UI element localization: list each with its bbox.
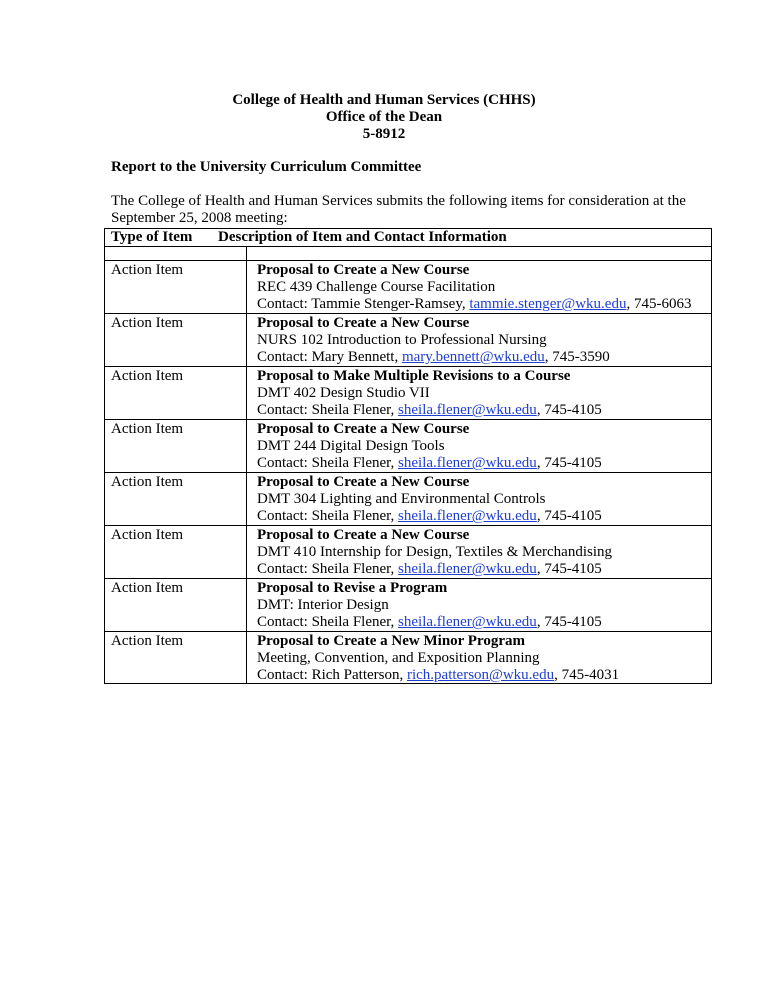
contact-name: Contact: Tammie Stenger-Ramsey, — [257, 296, 470, 312]
item-type: Action Item — [111, 421, 184, 437]
contact-name: Contact: Rich Patterson, — [257, 667, 407, 683]
item-description — [257, 315, 610, 366]
item-contact — [257, 508, 602, 525]
contact-phone: , 745-4105 — [536, 614, 602, 630]
contact-email-link[interactable]: tammie.stenger@wku.edu — [469, 296, 627, 312]
intro-paragraph: The College of Health and Human Services submits the following items for consideration at the September 25, 2008 meeting: — [111, 193, 686, 226]
contact-name: Contact: Sheila Flener, — [257, 508, 399, 524]
table-column-rule — [246, 246, 247, 684]
item-contact — [257, 455, 602, 472]
table-rule — [104, 631, 712, 632]
item-contact — [257, 349, 610, 366]
contact-phone: , 745-4105 — [536, 508, 602, 524]
column-header-description: Description of Item and Contact Information — [218, 229, 507, 245]
item-title: Proposal to Create a New Minor Program — [257, 633, 526, 649]
table-rule — [104, 419, 712, 420]
item-title: Proposal to Create a New Course — [257, 262, 470, 278]
item-type: Action Item — [111, 368, 184, 384]
column-header-type: Type of Item — [111, 229, 193, 245]
table-rule — [104, 366, 712, 367]
item-type: Action Item — [111, 633, 184, 649]
office-name: Office of the Dean — [325, 109, 443, 125]
item-course: Meeting, Convention, and Exposition Planning — [257, 650, 540, 666]
report-title: Report to the University Curriculum Committee — [111, 159, 422, 175]
contact-phone: , 745-4105 — [536, 402, 602, 418]
college-name: College of Health and Human Services (CHHS) — [232, 92, 536, 108]
item-contact — [257, 561, 612, 578]
office-phone: 5-8912 — [362, 126, 406, 142]
contact-email-link[interactable]: sheila.flener@wku.edu — [398, 402, 537, 418]
letterhead — [0, 92, 768, 143]
contact-name: Contact: Sheila Flener, — [257, 455, 399, 471]
item-description — [257, 474, 602, 525]
item-course: REC 439 Challenge Course Facilitation — [257, 279, 496, 295]
contact-name: Contact: Mary Bennett, — [257, 349, 402, 365]
item-title: Proposal to Create a New Course — [257, 421, 470, 437]
item-description — [257, 527, 612, 578]
contact-name: Contact: Sheila Flener, — [257, 561, 399, 577]
item-course: DMT 304 Lighting and Environmental Controls — [257, 491, 546, 507]
item-course: DMT 410 Internship for Design, Textiles & Merchandising — [257, 544, 613, 560]
table-rule — [104, 525, 712, 526]
item-course: DMT 244 Digital Design Tools — [257, 438, 445, 454]
contact-phone: , 745-4105 — [536, 455, 602, 471]
contact-email-link[interactable]: sheila.flener@wku.edu — [398, 561, 537, 577]
item-title: Proposal to Make Multiple Revisions to a Course — [257, 368, 571, 384]
contact-phone: , 745-6063 — [626, 296, 692, 312]
item-type: Action Item — [111, 262, 184, 278]
item-contact — [257, 296, 691, 313]
item-title: Proposal to Create a New Course — [257, 474, 470, 490]
contact-phone: , 745-4105 — [536, 561, 602, 577]
item-title: Proposal to Create a New Course — [257, 315, 470, 331]
contact-email-link[interactable]: sheila.flener@wku.edu — [398, 508, 537, 524]
item-contact — [257, 402, 602, 419]
item-contact — [257, 667, 619, 684]
contact-email-link[interactable]: rich.patterson@wku.edu — [406, 667, 555, 683]
item-contact — [257, 614, 602, 631]
table-rule — [104, 472, 712, 473]
contact-phone: , 745-4031 — [554, 667, 620, 683]
table-rule — [104, 313, 712, 314]
table-rule — [104, 578, 712, 579]
item-description — [257, 421, 602, 472]
table-rule — [104, 246, 712, 247]
item-type: Action Item — [111, 474, 184, 490]
item-type: Action Item — [111, 527, 184, 543]
item-course: DMT: Interior Design — [257, 597, 389, 613]
contact-name: Contact: Sheila Flener, — [257, 402, 399, 418]
item-type: Action Item — [111, 580, 184, 596]
item-description — [257, 633, 619, 684]
item-course: NURS 102 Introduction to Professional Nursing — [257, 332, 547, 348]
item-title: Proposal to Create a New Course — [257, 527, 470, 543]
item-course: DMT 402 Design Studio VII — [257, 385, 430, 401]
contact-name: Contact: Sheila Flener, — [257, 614, 399, 630]
item-description — [257, 368, 602, 419]
item-description — [257, 262, 691, 313]
item-description — [257, 580, 602, 631]
contact-phone: , 745-3590 — [544, 349, 610, 365]
item-title: Proposal to Revise a Program — [257, 580, 448, 596]
table-rule — [104, 260, 712, 261]
item-type: Action Item — [111, 315, 184, 331]
contact-email-link[interactable]: sheila.flener@wku.edu — [398, 614, 537, 630]
contact-email-link[interactable]: mary.bennett@wku.edu — [401, 349, 545, 365]
contact-email-link[interactable]: sheila.flener@wku.edu — [398, 455, 537, 471]
